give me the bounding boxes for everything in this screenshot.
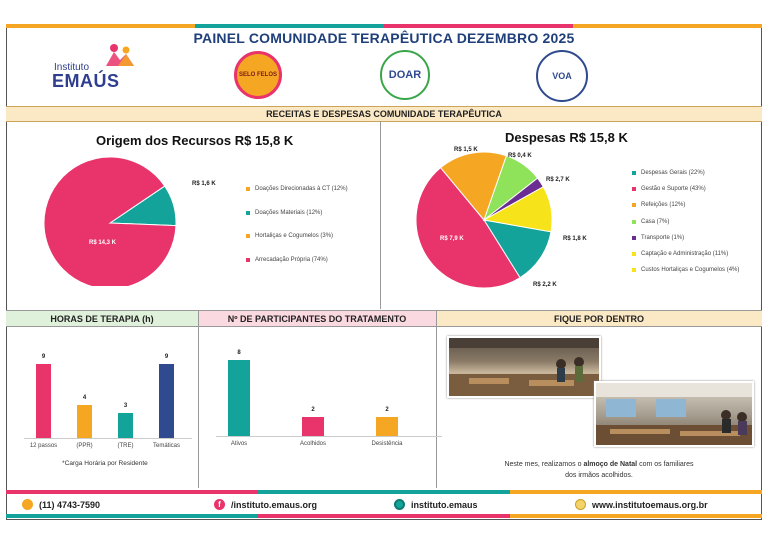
- logo-instituto-emaus: [52, 44, 142, 91]
- legend-swatch: [632, 268, 636, 272]
- legend-item: [632, 251, 728, 257]
- legend-item: [246, 233, 333, 239]
- legend-label: Gestão e Suporte (43%): [641, 186, 706, 193]
- globe-icon: [575, 499, 586, 510]
- legend-label: Transporte (1%): [641, 234, 685, 241]
- facebook-text: /instituto.emaus.org: [231, 499, 318, 510]
- photo-lunch-2: [594, 381, 754, 447]
- seal-doar-icon: [380, 50, 430, 100]
- emaus-figures-icon: [100, 42, 140, 68]
- legend-swatch: [246, 258, 250, 262]
- origem-label-propria: R$ 14,3 K: [89, 240, 117, 246]
- bar-value-label: 3: [123, 403, 128, 410]
- bar-axis: [24, 438, 192, 439]
- despesas-title: Despesas R$ 15,8 K: [505, 130, 628, 145]
- contact-website[interactable]: [575, 499, 708, 510]
- legend-item: [632, 267, 739, 273]
- despesas-label-transporte: R$ 0,4 K: [508, 153, 532, 159]
- seal1-text: SELO FELOS: [238, 72, 277, 78]
- horas-note: *Carga Horária por Residente: [62, 460, 148, 467]
- legend-swatch: [246, 234, 250, 238]
- contact-instagram[interactable]: [394, 499, 478, 510]
- facebook-icon: f: [214, 499, 225, 510]
- legend-swatch: [246, 211, 250, 215]
- despesas-label-casa: R$ 1,5 K: [454, 147, 478, 153]
- legend-swatch: [632, 236, 636, 240]
- legend-swatch: [246, 187, 250, 191]
- legend-label: Doações Direcionadas à CT (12%): [255, 186, 348, 192]
- legend-swatch: [632, 252, 636, 256]
- bar-category-label: Acolhidos: [299, 441, 326, 447]
- legend-label: Hortaliças e Cogumelos (3%): [255, 233, 334, 239]
- bar-axis: [216, 436, 442, 437]
- legend-label: Casa (7%): [641, 218, 670, 225]
- legend-swatch: [632, 203, 636, 207]
- bar: [118, 413, 133, 438]
- instagram-text: instituto.emaus: [411, 499, 478, 510]
- phone-text: (11) 4743-7590: [39, 499, 101, 510]
- legend-swatch: [632, 171, 636, 175]
- bar-category-label: Temáticas: [152, 443, 180, 449]
- contact-facebook[interactable]: [214, 499, 317, 510]
- page-title: PAINEL COMUNIDADE TERAPÊUTICA DEZEMBRO 2025: [193, 30, 575, 46]
- legend-swatch: [632, 220, 636, 224]
- seal2-text: DOAR: [388, 69, 422, 81]
- top-color-bar: [6, 24, 762, 28]
- bar: [302, 417, 324, 436]
- divider-1: [198, 310, 199, 488]
- despesas-label-gerais: R$ 2,2 K: [533, 282, 557, 288]
- phone-icon: [22, 499, 33, 510]
- divider-vertical: [380, 121, 381, 309]
- origem-title: Origem dos Recursos R$ 15,8 K: [96, 133, 294, 148]
- legend-label: Arrecadação Própria (74%): [255, 256, 328, 263]
- section-participantes: Nº DE PARTICIPANTES DO TRATAMENTO: [198, 310, 436, 327]
- legend-item: [632, 219, 669, 225]
- legend-item: [246, 186, 348, 192]
- fique-text-1: Neste mes, realizamos o: [504, 461, 584, 468]
- bar-category-label: 12 passos: [29, 443, 58, 449]
- bar: [376, 417, 398, 436]
- bar-category-label: (TRE): [117, 443, 134, 449]
- legend-label: Refeições (12%): [641, 202, 686, 209]
- seal3-text: VOA: [552, 71, 572, 81]
- seal-felos-icon: [234, 51, 282, 99]
- legend-item: [246, 210, 322, 216]
- photo-lunch-1: [447, 336, 601, 398]
- fique-text: [440, 459, 758, 481]
- fique-text-3: dos irmãos acolhidos.: [565, 472, 633, 479]
- fique-text-bold: almoço de Natal: [583, 461, 638, 468]
- legend-item: [632, 202, 685, 208]
- legend-item: [632, 170, 705, 176]
- photo-scene-icon: [449, 338, 601, 398]
- footer-bottom-bar: [6, 514, 762, 518]
- origem-pie: [36, 156, 186, 286]
- bar-value-label: 2: [385, 407, 389, 414]
- origem-label-materiais: R$ 1,6 K: [192, 181, 216, 187]
- despesas-label-captacao: R$ 1,8 K: [563, 236, 587, 242]
- bar: [77, 405, 92, 438]
- bar-value-label: 9: [41, 354, 46, 361]
- despesas-label-refeicoes: R$ 2,7 K: [546, 177, 570, 183]
- logo-big-text: EMAÚS: [52, 71, 120, 91]
- legend-label: Despesas Gerais (22%): [641, 170, 705, 176]
- bar-value-label: 4: [82, 395, 87, 402]
- seal-voa-icon: [536, 50, 588, 102]
- finance-band: RECEITAS E DESPESAS COMUNIDADE TERAPÊUTICA: [6, 106, 762, 122]
- legend-label: Captação e Administração (11%): [641, 251, 729, 257]
- section-horas: HORAS DE TERAPIA (h): [6, 310, 198, 327]
- footer-top-bar: [6, 490, 762, 494]
- bar: [159, 364, 174, 438]
- bar: [36, 364, 51, 438]
- legend-label: Doações Materiais (12%): [255, 209, 323, 216]
- bar-value-label: 8: [237, 350, 241, 357]
- fique-text-2: com os familiares: [637, 461, 694, 468]
- bar-value-label: 2: [311, 407, 315, 414]
- photo-scene-icon-2: [596, 383, 754, 447]
- legend-label: Custos Hortaliças e Cogumelos (4%): [641, 267, 740, 274]
- website-text: www.institutoemaus.org.br: [592, 499, 708, 510]
- despesas-label-gestao: R$ 7,9 K: [440, 236, 464, 242]
- legend-item: [632, 186, 706, 192]
- logo-small-text: Instituto: [54, 62, 90, 73]
- contact-phone[interactable]: [22, 499, 100, 510]
- section-fique: FIQUE POR DENTRO: [436, 310, 762, 327]
- legend-item: [632, 235, 684, 241]
- instagram-icon: [394, 499, 405, 510]
- bar-category-label: Ativos: [230, 441, 248, 447]
- divider-2: [436, 310, 437, 488]
- despesas-pie: [414, 144, 564, 294]
- legend-item: [246, 257, 328, 263]
- bar: [228, 360, 250, 436]
- legend-swatch: [632, 187, 636, 191]
- bar-value-label: 9: [164, 354, 169, 361]
- bar-category-label: Desistência: [371, 441, 403, 447]
- bar-category-label: (PPR): [76, 443, 93, 449]
